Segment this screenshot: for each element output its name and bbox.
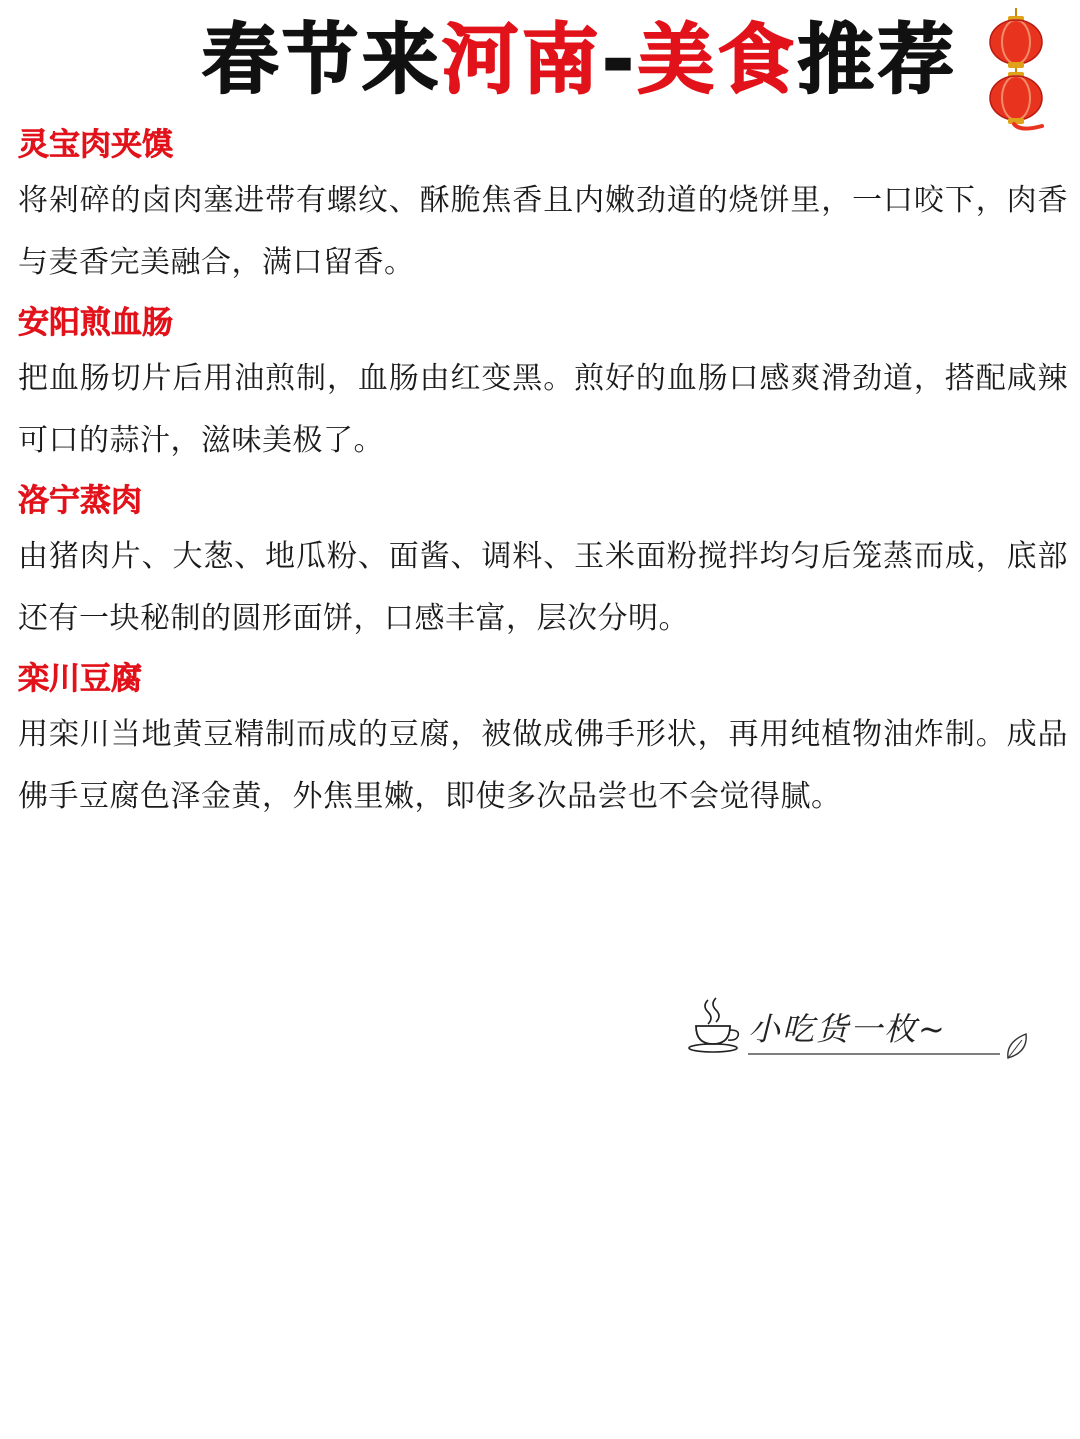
title-part-2: 河南: [442, 15, 603, 104]
dish-list: [18, 120, 1068, 832]
dish-item: [18, 120, 1068, 294]
dish-item: [18, 476, 1068, 650]
dish-name: 安阳煎血肠: [18, 305, 173, 341]
dish-description: 将剁碎的卤肉塞进带有螺纹、酥脆焦香且内嫩劲道的烧饼里，一口咬下，肉香与麦香完美融合，满口留香。: [18, 183, 1068, 280]
dish-description: 由猪肉片、大葱、地瓜粉、面酱、调料、玉米面粉搅拌均匀后笼蒸而成，底部还有一块秘制的圆形面饼，口感丰富，层次分明。: [18, 539, 1068, 636]
dish-name: 洛宁蒸肉: [18, 483, 142, 519]
page-title: [0, 10, 1080, 110]
dish-name: 栾川豆腐: [18, 661, 142, 697]
title-part-4: 美食: [637, 15, 798, 104]
dish-name: 灵宝肉夹馍: [18, 127, 173, 163]
dish-item: [18, 654, 1068, 828]
title-part-5: 推荐: [797, 15, 958, 104]
leaf-icon: [1004, 1030, 1032, 1062]
title-part-1: 春节来: [202, 15, 443, 104]
dish-item: [18, 298, 1068, 472]
title-part-3: -: [602, 15, 638, 104]
signature: [686, 990, 1036, 1070]
red-lanterns-icon: [980, 8, 1052, 132]
signature-underline: [748, 1048, 1036, 1070]
signature-text: 小吃货一枚~: [748, 1010, 947, 1048]
coffee-cup-icon: [686, 996, 742, 1056]
dish-description: 用栾川当地黄豆精制而成的豆腐，被做成佛手形状，再用纯植物油炸制。成品佛手豆腐色泽金黄，外焦里嫩，即使多次品尝也不会觉得腻。: [18, 717, 1068, 814]
dish-description: 把血肠切片后用油煎制，血肠由红变黑。煎好的血肠口感爽滑劲道，搭配咸辣可口的蒜汁，滋味美极了。: [18, 361, 1068, 458]
